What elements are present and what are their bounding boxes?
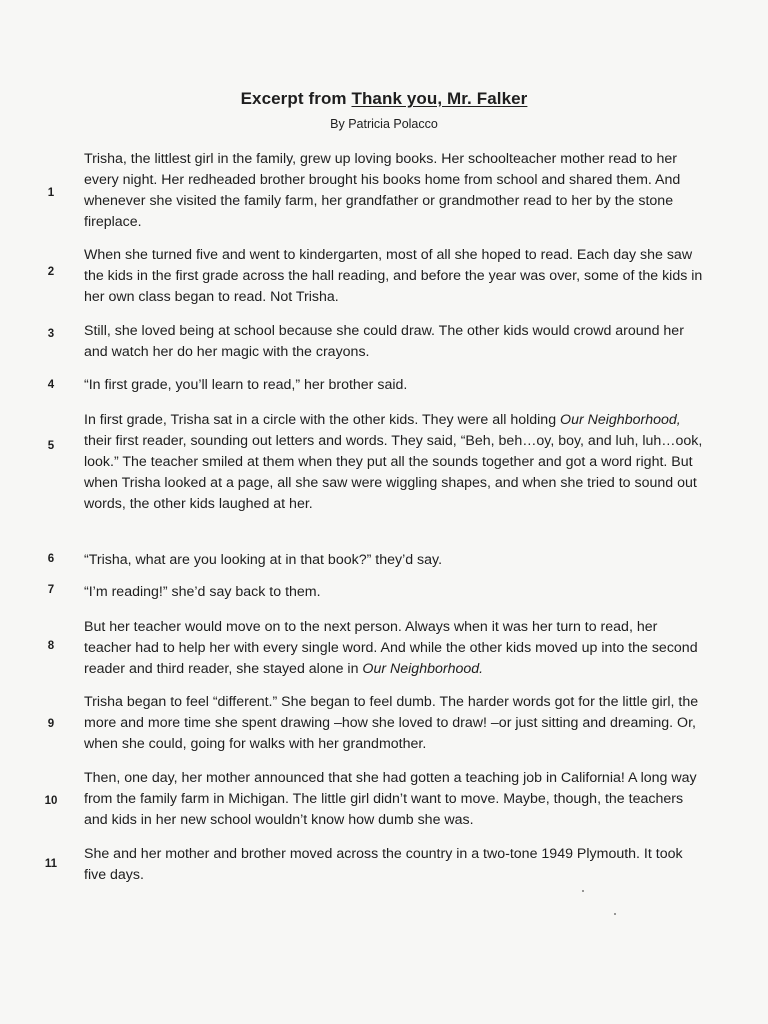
paragraph-number: 9 <box>47 718 55 730</box>
paragraph: “I’m reading!” she’d say back to them. <box>84 584 321 600</box>
paragraph-number: 2 <box>47 266 55 278</box>
paragraph: “Trisha, what are you looking at in that book?” they’d say. <box>84 552 443 568</box>
paragraph <box>84 410 704 515</box>
paragraph-number: 1 <box>47 187 55 199</box>
paragraph: She and her mother and brother moved across the country in a two-tone 1949 Plymouth. It took five days. <box>84 846 683 883</box>
paragraph-number: 8 <box>47 640 55 652</box>
paragraph-number: 11 <box>44 858 58 870</box>
paragraph-number: 4 <box>47 379 55 391</box>
scan-speck <box>614 913 616 915</box>
paragraph-text: But her teacher would move on to the next person. Always when it was her turn to read, her teacher had to help her with every single word. And while the other kids moved up into the second reader and third reader, she stayed alone in <box>84 619 698 677</box>
paragraph: When she turned five and went to kindergarten, most of all she hoped to read. Each day she saw the kids in the first grade across the hall reading, and before the year was over, some of the kids in her own class began to read. Not Trisha. <box>84 247 703 305</box>
document-title <box>0 89 768 109</box>
scan-speck <box>582 890 584 892</box>
paragraph <box>84 617 704 680</box>
paragraph-number: 5 <box>47 440 55 452</box>
book-title-italic: Our Neighborhood, <box>560 412 681 428</box>
paragraph-number: 7 <box>47 584 55 596</box>
book-title-italic: Our Neighborhood. <box>362 661 484 677</box>
title-prefix: Excerpt from <box>240 89 352 108</box>
paragraph-number: 6 <box>47 553 55 565</box>
paragraph: Trisha, the littlest girl in the family, grew up loving books. Her schoolteacher mother read to her every night. Her redheaded brother brought his books home from school and shared them. And whenever she visited the family farm, her grandfather or grandmother read to her by the stone fireplace. <box>84 151 681 230</box>
paragraph: Trisha began to feel “different.” She began to feel dumb. The harder words got for the little girl, the more and more time she spent drawing –how she loved to draw! –or just sitting and dreaming. Or, when she could, going for walks with her grandmother. <box>84 694 699 752</box>
book-title: Thank you, Mr. Falker <box>351 89 528 108</box>
paragraph: “In first grade, you’ll learn to read,” her brother said. <box>84 377 408 393</box>
paragraph-text: In first grade, Trisha sat in a circle with the other kids. They were all holding <box>84 412 561 428</box>
paragraph-number: 10 <box>44 795 58 807</box>
byline: By Patricia Polacco <box>330 117 438 131</box>
paragraph-text: their first reader, sounding out letters and words. They said, “Beh, beh…oy, boy, and luh, luh…ook, look.” The teacher smiled at them when they put all the sounds together and got a word right. But when Trisha looked at a page, all she saw were wiggling shapes, and when she tried to sound out words, the other kids laughed at her. <box>84 433 703 512</box>
paragraph-number: 3 <box>47 328 55 340</box>
paragraph: Then, one day, her mother announced that she had gotten a teaching job in California! A long way from the family farm in Michigan. The little girl didn’t want to move. Maybe, though, the teachers and kids in her new school wouldn’t know how dumb she was. <box>84 770 697 828</box>
paragraph: Still, she loved being at school because she could draw. The other kids would crowd around her and watch her do her magic with the crayons. <box>84 323 684 360</box>
